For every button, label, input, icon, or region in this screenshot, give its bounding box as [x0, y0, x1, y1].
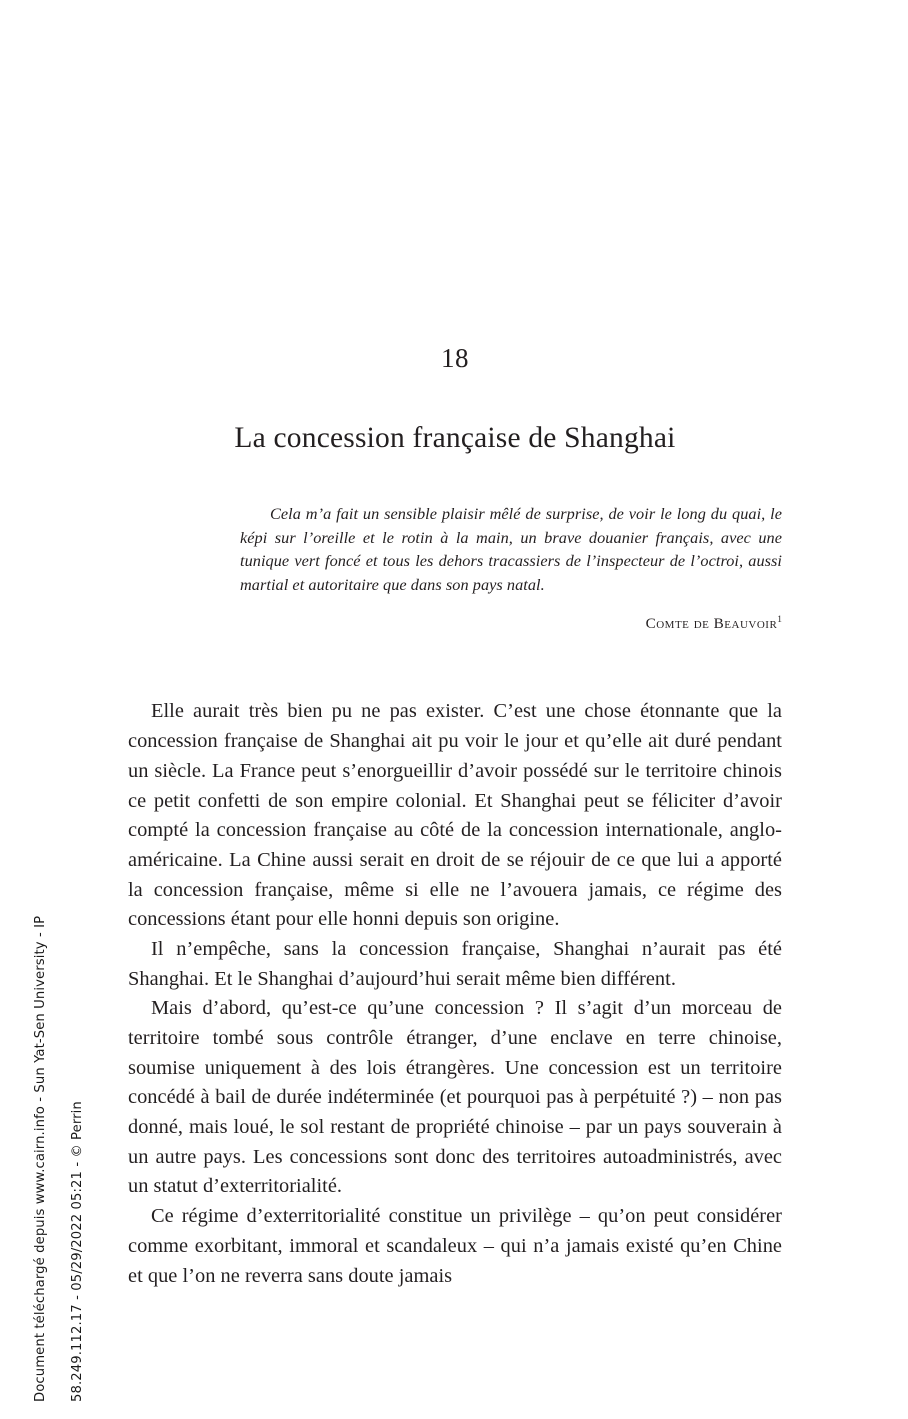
body-text — [128, 633, 782, 1291]
download-notice-line-2: 58.249.112.17 - 05/29/2022 05:21 - © Perrin — [70, 1101, 85, 1402]
epigraph-footnote-marker: 1 — [777, 615, 782, 626]
download-notice-line-1: Document téléchargé depuis www.cairn.info - Sun Yat-Sen University - IP — [33, 915, 48, 1402]
epigraph-attribution-name: Comte de Beauvoir — [645, 615, 778, 633]
download-notice-margin — [0, 0, 100, 1419]
epigraph-attribution — [240, 596, 782, 633]
chapter-title: La concession française de Shanghai — [234, 422, 676, 454]
chapter-number: 18 — [441, 343, 469, 373]
page-content — [128, 0, 782, 1291]
epigraph-quote: Cela m’a fait un sensible plaisir mêlé de surprise, de voir le long du quai, le képi sur l’oreille et le rotin à la main, un brave douanier français, avec une tunique vert foncé et tous les dehors tracassiers de l’inspecteur de l’octroi, aussi martial et autoritaire que dans son pays natal. — [240, 503, 782, 594]
epigraph-block — [128, 456, 782, 634]
paragraph: Mais d’abord, qu’est-ce qu’une concession ? Il s’agit d’un morceau de territoire tombé sous contrôle étranger, d’une enclave en terre chinoise, soumise uniquement à des lois étrangères. Une concession est un territoire concédé à bail de durée indéterminée (et pourquoi pas à perpétuité ?) – non pas donné, mais loué, le sol restant de propriété chinoise – par un pays souverain à un autre pays. Les concessions sont donc des territoires autoadministrés, avec un statut d’exterritorialité. — [128, 997, 782, 1198]
paragraph: Ce régime d’exterritorialité constitue un privilège – qu’on peut considérer comme exorbitant, immoral et scandaleux – qui n’a jamais existé qu’en Chine et que l’on ne reverra sans doute jamais — [128, 1205, 782, 1287]
paragraph: Elle aurait très bien pu ne pas exister. C’est une chose étonnante que la concession française de Shanghai ait pu voir le jour et qu’elle ait duré pendant un siècle. La France peut s’enorgueillir d’avoir possédé sur le territoire chinois ce petit confetti de son empire colonial. Et Shanghai peut se féliciter d’avoir compté la concession française au côté de la concession internationale, anglo-américaine. La Chine aussi serait en droit de se réjouir de ce que lui a apporté la concession française, même si elle ne l’avouera jamais, ce régime des concessions étant pour elle honni depuis son origine. — [128, 700, 782, 931]
paragraph: Il n’empêche, sans la concession française, Shanghai n’aurait pas été Shanghai. Et le Shanghai d’aujourd’hui serait même bien différent. — [128, 937, 782, 990]
